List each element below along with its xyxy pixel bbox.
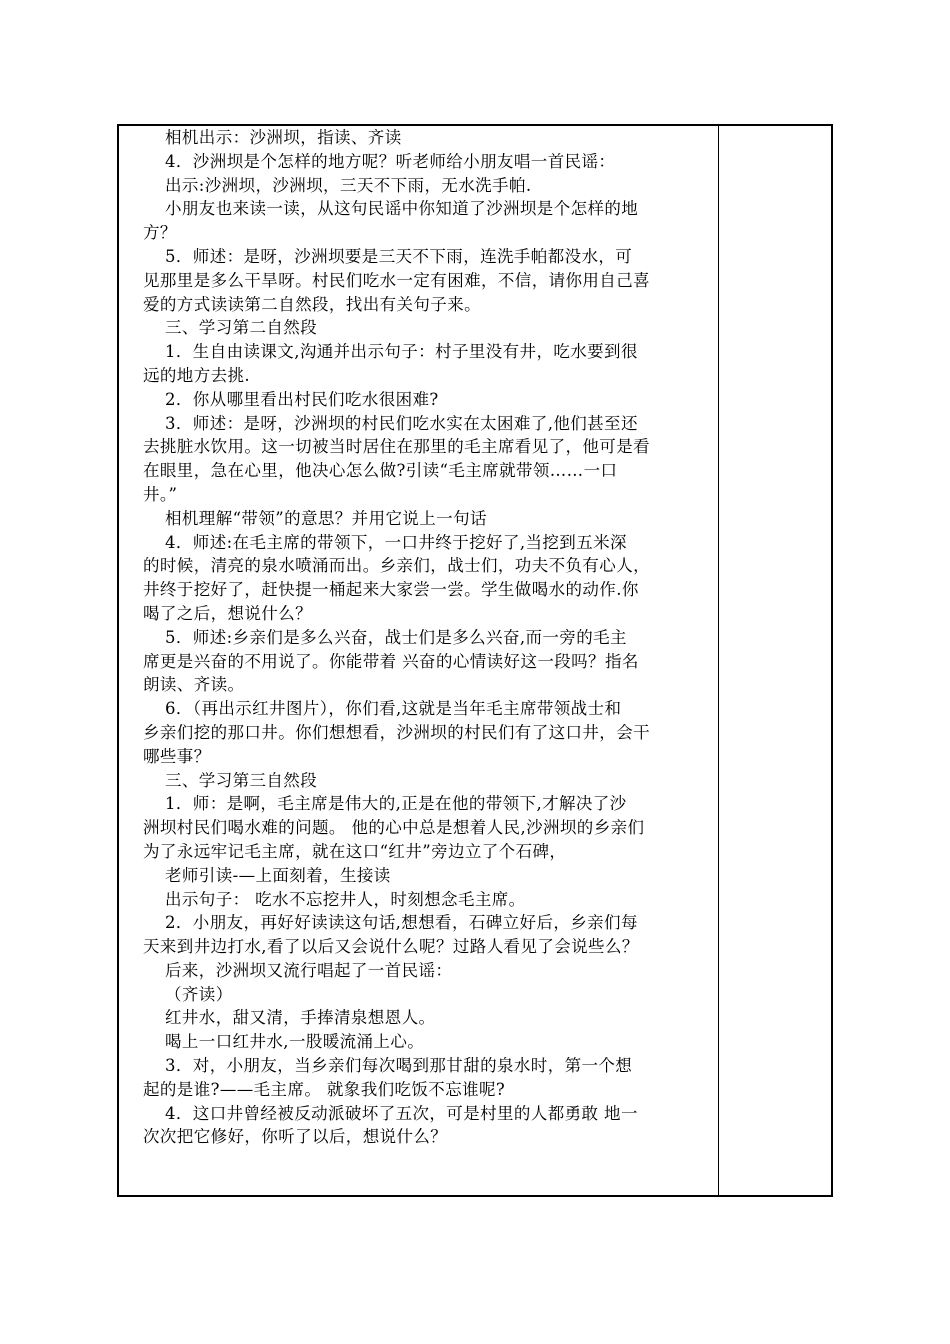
text-line: 为了永远牢记毛主席，就在这口“红井”旁边立了个石碑， xyxy=(143,841,567,861)
notes-cell xyxy=(719,126,831,1195)
text-line: 1．师：是啊，毛主席是伟大的,正是在他的带领下,才解决了沙 xyxy=(165,794,627,814)
text-line: 2．小朋友，再好好读读这句话,想想看，石碑立好后，乡亲们每 xyxy=(165,913,638,933)
text-line: 4．沙洲坝是个怎样的地方呢？听老师给小朋友唱一首民谣： xyxy=(165,151,616,171)
text-line: 乡亲们挖的那口井。你们想想看，沙洲坝的村民们有了这口井，会干 xyxy=(143,722,650,742)
text-line: 席更是兴奋的不用说了。你能带着 兴奋的心情读好这一段吗？指名 xyxy=(143,651,639,671)
text-line: （齐读） xyxy=(165,984,233,1004)
text-line: 朗读、齐读。 xyxy=(143,675,245,695)
text-line: 相机出示：沙洲坝，指读、齐读 xyxy=(165,128,402,147)
text-line: 后来，沙洲坝又流行唱起了一首民谣： xyxy=(165,960,453,980)
text-line: 的时候，清亮的泉水喷涌而出。乡亲们，战士们，功夫不负有心人， xyxy=(143,556,650,576)
text-line: 三、学习第三自然段 xyxy=(165,770,318,790)
text-line: 3．师述：是呀，沙洲坝的村民们吃水实在太困难了,他们甚至还 xyxy=(165,413,638,433)
text-line: 小朋友也来读一读，从这句民谣中你知道了沙洲坝是个怎样的地 xyxy=(165,199,639,219)
text-line: 红井水，甜又清，手捧清泉想恩人。 xyxy=(165,1008,436,1028)
text-line: 井终于挖好了，赶快提一桶起来大家尝一尝。学生做喝水的动作.你 xyxy=(143,580,639,600)
text-line: 3．对，小朋友，当乡亲们每次喝到那甘甜的泉水时，第一个想 xyxy=(165,1056,633,1076)
text-line: 出示句子： 吃水不忘挖井人，时刻想念毛主席。 xyxy=(165,889,526,909)
text-line: 方？ xyxy=(143,223,177,243)
text-line: 哪些事？ xyxy=(143,746,211,766)
text-line: 井。” xyxy=(143,484,178,504)
text-line: 在眼里，急在心里，他决心怎么做?引读“毛主席就带领……一口 xyxy=(143,461,618,481)
text-line: 相机理解“带领”的意思？并用它说上一句话 xyxy=(165,508,487,528)
text-line: 老师引读-—上面刻着，生接读 xyxy=(165,865,391,885)
text-line: 洲坝村民们喝水难的问题。 他的心中总是想着人民,沙洲坝的乡亲们 xyxy=(143,818,645,838)
text-line: 起的是谁?——毛主席。 就象我们吃饭不忘谁呢? xyxy=(143,1079,506,1099)
text-line: 4．这口井曾经被反动派破坏了五次，可是村里的人都勇敢 地一 xyxy=(165,1103,638,1123)
text-line: 5．师述：是呀，沙洲坝要是三天不下雨，连洗手帕都没水，可 xyxy=(165,246,633,266)
text-line: 5．师述:乡亲们是多么兴奋，战士们是多么兴奋,而一旁的毛主 xyxy=(165,627,627,647)
text-line: 6．（再出示红井图片），你们看,这就是当年毛主席带领战士和 xyxy=(165,699,622,719)
text-line: 4．师述:在毛主席的带领下，一口井终于挖好了,当挖到五米深 xyxy=(165,532,627,552)
text-line: 1．生自由读课文,沟通并出示句子：村子里没有井，吃水要到很 xyxy=(165,342,638,362)
text-line: 喝上一口红井水,一股暖流涌上心。 xyxy=(165,1032,425,1052)
text-line: 次次把它修好，你听了以后，想说什么？ xyxy=(143,1127,448,1147)
text-line: 去挑脏水饮用。这一切被当时居住在那里的毛主席看见了，他可是看 xyxy=(143,437,650,457)
text-line: 喝了之后，想说什么？ xyxy=(143,603,312,623)
text-line: 爱的方式读读第二自然段，找出有关句子来。 xyxy=(143,294,481,314)
text-line: 2．你从哪里看出村民们吃水很困难? xyxy=(165,389,439,409)
text-line: 三、学习第二自然段 xyxy=(165,318,318,338)
text-line: 天来到井边打水,看了以后又会说什么呢？过路人看见了会说些么？ xyxy=(143,937,639,957)
lesson-plan-table xyxy=(117,124,833,1197)
text-line: 远的地方去挑. xyxy=(143,365,251,385)
text-line: 出示:沙洲坝，沙洲坝，三天不下雨，无水洗手帕. xyxy=(165,175,532,195)
lesson-content-cell xyxy=(119,126,719,1195)
text-line: 见那里是多么干旱呀。村民们吃水一定有困难，不信，请你用自己喜 xyxy=(143,270,650,290)
